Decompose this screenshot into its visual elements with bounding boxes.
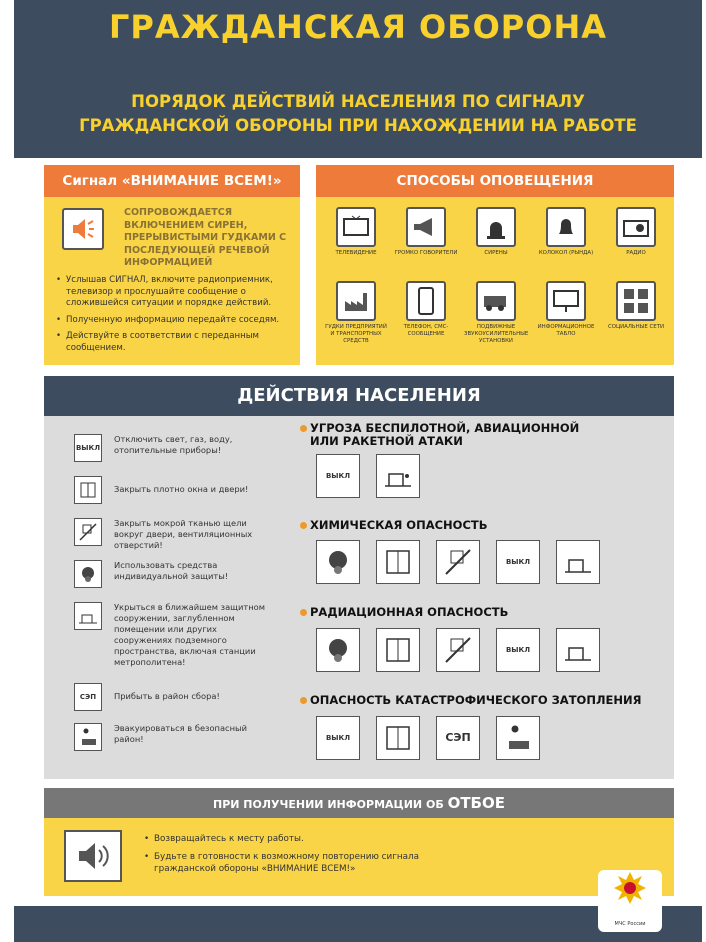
close-windows-icon <box>74 476 102 504</box>
threat-radiation-title: РАДИАЦИОННАЯ ОПАСНОСТЬ <box>310 605 509 619</box>
assembly-point-icon: СЭП <box>74 683 102 711</box>
threat-icons-row <box>316 540 600 584</box>
switch-off-icon: ВЫКЛ <box>496 628 540 672</box>
switch-off-icon: ВЫКЛ <box>316 716 360 760</box>
way-item: ТЕЛЕФОН, СМС-СООБЩЕНИЕ <box>394 281 458 338</box>
way-item: СИРЕНЫ <box>464 207 528 257</box>
ways-title: СПОСОБЫ ОПОВЕЩЕНИЯ <box>316 165 674 197</box>
bell-icon <box>546 207 586 247</box>
signal-bullet: • Услышав СИГНАЛ, включите радиоприемник, телевизор и прослушайте сообщение о сложившейся ситуации и порядке действий. <box>56 275 296 310</box>
shelter-icon <box>74 602 102 630</box>
assembly-point-icon: СЭП <box>436 716 480 760</box>
way-item: ГУДКИ ПРЕДПРИЯТИЙ И ТРАНСПОРТНЫХ СРЕДСТВ <box>324 281 388 345</box>
emercom-emblem: МЧС России <box>598 870 662 932</box>
loudspeaker-icon <box>406 207 446 247</box>
way-item: ТЕЛЕВИДЕНИЕ <box>324 207 388 257</box>
gas-mask-icon <box>316 628 360 672</box>
notification-ways-panel <box>316 165 674 365</box>
seal-gaps-icon <box>74 518 102 546</box>
way-item: РАДИО <box>604 207 668 257</box>
signal-panel <box>44 165 300 365</box>
way-item: ПОДВИЖНЫЕ ЗВУКОУСИЛИТЕЛЬНЫЕ УСТАНОВКИ <box>464 281 528 345</box>
shelter-icon <box>376 454 420 498</box>
way-item: КОЛОКОЛ (РЫНДА) <box>534 207 598 257</box>
evacuation-icon <box>74 723 102 751</box>
shelter-icon <box>556 540 600 584</box>
gas-mask-icon <box>74 560 102 588</box>
all-clear-bullet: • Возвращайтесь к месту работы. <box>144 834 444 846</box>
phone-icon <box>406 281 446 321</box>
way-item: СОЦИАЛЬНЫЕ СЕТИ <box>604 281 668 331</box>
seal-gaps-icon <box>436 628 480 672</box>
all-clear-bullet: • Будьте в готовности к возможному повторению сигнала гражданской обороны «ВНИМАНИЕ ВСЕМ!» <box>144 852 444 875</box>
factory-icon <box>336 281 376 321</box>
vehicle-loudspeaker-icon <box>476 281 516 321</box>
radio-icon <box>616 207 656 247</box>
signal-accompanied: СОПРОВОЖДАЕТСЯ ВКЛЮЧЕНИЕМ СИРЕН, ПРЕРЫВИСТЫМИ ГУДКАМИ С ПОСЛЕДУЮЩЕЙ РЕЧЕВОЙ ИНФОРМАЦИЕЙ <box>124 207 287 268</box>
all-clear-panel <box>44 788 674 896</box>
gas-mask-icon <box>316 540 360 584</box>
threat-flood-title: ОПАСНОСТЬ КАТАСТРОФИЧЕСКОГО ЗАТОПЛЕНИЯ <box>310 693 642 707</box>
actions-title: ДЕЙСТВИЯ НАСЕЛЕНИЯ <box>44 376 674 416</box>
close-windows-icon <box>376 628 420 672</box>
threat-icons-row <box>316 628 600 672</box>
all-clear-title: ПРИ ПОЛУЧЕНИИ ИНФОРМАЦИИ ОБ ОТБОЕ <box>44 788 674 818</box>
signal-title: Сигнал «ВНИМАНИЕ ВСЕМ!» <box>44 165 300 197</box>
close-windows-icon <box>376 540 420 584</box>
header-banner <box>14 0 702 158</box>
way-item: ИНФОРМАЦИОННОЕ ТАБЛО <box>534 281 598 338</box>
page-subtitle-line1: ПОРЯДОК ДЕЙСТВИЙ НАСЕЛЕНИЯ ПО СИГНАЛУ <box>131 92 585 111</box>
speaker-icon <box>64 830 122 882</box>
info-board-icon <box>546 281 586 321</box>
way-item: ГРОМКО ГОВОРИТЕЛИ <box>394 207 458 257</box>
threat-icons-row <box>316 716 540 760</box>
speaker-icon <box>62 208 104 250</box>
threat-icons-row <box>316 454 420 498</box>
close-windows-icon <box>376 716 420 760</box>
page-subtitle-line2: ГРАЖДАНСКОЙ ОБОРОНЫ ПРИ НАХОЖДЕНИИ НА РАБОТЕ <box>79 116 637 135</box>
siren-icon <box>476 207 516 247</box>
population-actions-panel: ДЕЙСТВИЯ НАСЕЛЕНИЯ ВЫКЛ Отключить свет, газ, воду, отопительные приборы! Закрыть плотно окна и двери! Закрыть мокрой тканью щели вокруг двери, вентиляционных отверстий! Использовать средства индивидуальной защиты! Укрыться в ближайшем защитном сооружении, заглубленном помещении или других сооружениях подземного пространства, включая станции метрополитена! СЭП Прибыть в район сбора! Эвакуироваться в безопасный район! УГРОЗА БЕСПИЛОТНОЙ, АВИАЦИОННОЙ ИЛИ РАКЕТНОЙ АТАКИ ВЫКЛ ХИМИЧЕСКАЯ ОПАСНОСТЬ ВЫКЛ РАДИАЦИОННАЯ ОПАСНОСТЬ ВЫКЛ ОПАСНОСТЬ КАТАСТРОФИЧЕСКОГО ЗАТОПЛЕНИЯ ВЫКЛ СЭП <box>44 376 674 779</box>
threat-air-attack-title: УГРОЗА БЕСПИЛОТНОЙ, АВИАЦИОННОЙ ИЛИ РАКЕТНОЙ АТАКИ <box>310 421 580 448</box>
switch-off-icon: ВЫКЛ <box>74 434 102 462</box>
signal-bullet: • Полученную информацию передайте соседям. <box>56 315 296 327</box>
threat-chemical-title: ХИМИЧЕСКАЯ ОПАСНОСТЬ <box>310 518 488 532</box>
shelter-icon <box>556 628 600 672</box>
switch-off-icon: ВЫКЛ <box>496 540 540 584</box>
evacuation-icon <box>496 716 540 760</box>
switch-off-icon: ВЫКЛ <box>316 454 360 498</box>
page-title: ГРАЖДАНСКАЯ ОБОРОНА <box>108 8 607 46</box>
social-networks-icon <box>616 281 656 321</box>
seal-gaps-icon <box>436 540 480 584</box>
tv-icon <box>336 207 376 247</box>
signal-bullet: • Действуйте в соответствии с переданным сообщением. <box>56 331 296 354</box>
